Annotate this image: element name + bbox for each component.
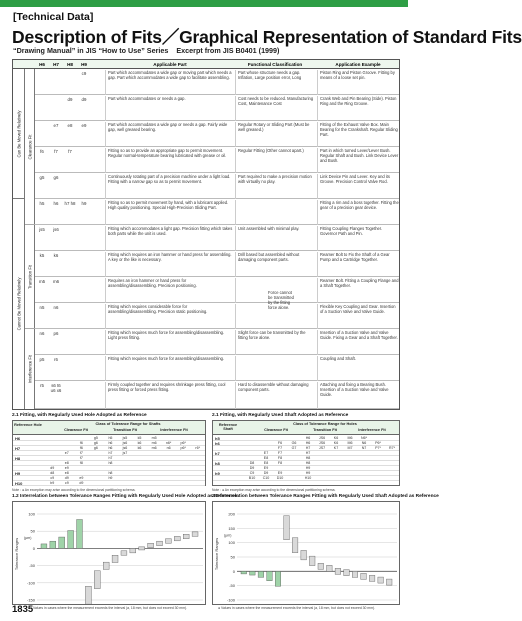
functional-class: Unit assembled with minimal play. — [235, 226, 315, 251]
fits-table-row — [35, 329, 399, 355]
table-cell: H7 — [305, 451, 311, 455]
tolerance-bar — [369, 575, 375, 581]
tolerance-bar — [112, 555, 118, 562]
table-cell: N7 — [361, 446, 367, 450]
table-cell: g6 — [93, 446, 98, 450]
table-cell: E8 — [263, 456, 269, 460]
table-cell: k5 — [137, 436, 142, 440]
y-tick-label: 50 — [30, 528, 35, 534]
th-interference-r: Interference Fit — [358, 428, 386, 432]
application-example: Fitting of the Exhaust Valve Box. Main Bearing for the Crankshaft. Regular Sliding Part. — [317, 122, 399, 147]
fit-class-h9: c9 — [81, 71, 87, 76]
tolerance-bar — [386, 579, 392, 585]
application-example: Attaching and fixing a Bearing Bush. Insertion of a Suction Valve and Valve Guide. — [317, 382, 399, 409]
table-cell: d9 — [50, 466, 55, 470]
shaft-table-note: Note : ● An exception may arise according to the dimensional partitioning schema. — [212, 488, 336, 492]
y-tick-label: 50 — [230, 554, 235, 560]
table-cell: N6 — [361, 441, 367, 445]
col-application-example: Application Example — [335, 62, 381, 67]
mid-note: Force cannot be transmitted by the fitting force alone. — [268, 290, 294, 310]
subcategory-column — [25, 69, 35, 409]
row-label: h9 — [215, 471, 220, 476]
table-cell: f7 — [79, 456, 83, 460]
table-cell: d8 — [50, 471, 55, 475]
tolerance-bar — [103, 562, 109, 569]
row-label: H10 — [15, 481, 23, 486]
subcat-interference: Interference Fit — [27, 354, 33, 384]
fits-table-header — [13, 60, 399, 69]
table-cell: n6 — [166, 446, 171, 450]
fits-table-row — [35, 355, 399, 381]
th-clearance-r: Clearance Fit — [264, 428, 288, 432]
subcat-clearance: Clearance Fit — [25, 69, 35, 225]
table-row — [13, 481, 205, 486]
functional-class: Regular Fitting (Other cannot apart.) — [235, 148, 315, 173]
table-cell: M6 — [347, 441, 353, 445]
y-tick-label: 0 — [232, 568, 235, 574]
table-cell: m6 — [151, 441, 157, 445]
table-cell: F8 — [277, 456, 283, 460]
tolerance-bar — [192, 532, 198, 536]
fits-table — [12, 59, 400, 410]
reference-tolerance-bar — [50, 541, 56, 548]
fits-table-row — [35, 303, 399, 329]
table-cell: f8 — [79, 461, 83, 465]
reference-tolerance-bar — [68, 531, 74, 549]
col-h7: H7 — [53, 62, 59, 67]
fits-table-row — [35, 199, 399, 225]
application-example: Coupling and Shaft. — [317, 356, 399, 381]
table-cell: R7* — [389, 446, 395, 450]
y-tick-label: 150 — [228, 525, 235, 531]
table-cell: m5 — [151, 436, 157, 440]
table-cell: e9 — [64, 466, 69, 470]
table-cell: K6 — [333, 436, 339, 440]
fits-table-row — [35, 69, 399, 95]
table-cell: p6* — [180, 446, 186, 450]
table-cell: H8 — [305, 456, 311, 460]
fits-table-row — [35, 173, 399, 199]
functional-class: Part whose structure needs a gap. Inflation, Large position error, Long — [235, 70, 315, 95]
table-cell: H8 — [305, 461, 311, 465]
fits-table-row — [35, 251, 399, 277]
reference-tolerance-bar — [258, 571, 264, 577]
applicable-part: Fitting which requires considerable force for assembling/disassembling. Precision static positioning. — [105, 304, 233, 329]
fit-class-h7: p6 — [53, 331, 59, 336]
table-cell: js5 — [122, 436, 128, 440]
tolerance-bar — [94, 571, 100, 589]
tolerance-bar — [139, 547, 145, 550]
fits-table-row — [35, 277, 399, 303]
row-label: H8 — [15, 456, 21, 461]
th-reference-hole: Reference Hole — [14, 423, 42, 427]
tolerance-bar — [85, 586, 91, 604]
page-title: Description of Fits／Graphical Representation of Standard Fits — [12, 27, 522, 47]
col-h9: H9 — [81, 62, 87, 67]
page-number: 1835 — [12, 604, 34, 615]
y-tick-label: 100 — [28, 511, 35, 517]
table-cell: b9 — [50, 481, 55, 485]
tolerance-bar — [378, 577, 384, 583]
fit-class-h8: d9 — [67, 97, 73, 102]
table-cell: h5 — [108, 436, 113, 440]
table-cell: P6* — [375, 441, 381, 445]
table-cell: g6 — [93, 441, 98, 445]
group-column — [13, 69, 25, 409]
table-cell: JS6 — [318, 441, 326, 445]
accent-bar — [0, 0, 408, 7]
table-cell: m6 — [151, 446, 157, 450]
fit-class-h8: e8 — [67, 123, 73, 128]
th-class: Class of Tolerance Range for Shafts — [95, 422, 161, 426]
applicable-part: Fitting which accommodates a light gap. Precision fitting which takes both parts while the unit is used. — [105, 226, 233, 251]
applicable-part: Requires an iron hammer or hand press for assembling/disassembling. Precision positioning. — [105, 278, 233, 303]
functional-class: Hard to disassemble without damaging component parts. — [235, 382, 315, 409]
fit-class-h9: e9 — [81, 123, 87, 128]
table-cell: H7 — [305, 446, 311, 450]
application-example: Reamer Bolt to Fix the Shaft of a Gear Pump and a Cartridge Together. — [317, 252, 399, 277]
applicable-part: Fitting which requires much force for assembling/disassembling. — [105, 356, 233, 381]
subcat-transition: Transition Fit — [25, 225, 35, 329]
table-cell: H10 — [304, 476, 312, 480]
table-cell: N6* — [361, 436, 367, 440]
hole-basis-chart — [12, 501, 206, 605]
fits-table-row — [35, 95, 399, 121]
th-class-holes: Class of Tolerance Range for Holes — [293, 422, 357, 426]
application-example: Crank Web and Pin Bearing (Side). Piston Ring and the Ring Groove. — [317, 96, 399, 121]
th-interference: Interference Fit — [160, 428, 188, 432]
table-cell: d9 — [79, 481, 84, 485]
table-cell: h8 — [108, 461, 113, 465]
y-tick-label: -50 — [229, 583, 235, 589]
table-cell: h8 — [108, 471, 113, 475]
hole-basis-table — [12, 420, 206, 486]
fits-table-rows — [35, 69, 399, 409]
tolerance-bar — [335, 568, 341, 574]
table-cell: f7 — [79, 451, 83, 455]
table-cell: B10 — [248, 476, 256, 480]
table-cell: H6 — [305, 436, 311, 440]
th-clearance: Clearance Fit — [64, 428, 88, 432]
table-cell: K6 — [333, 441, 339, 445]
applicable-part: Part which accommodates a wide gap or moving part which needs a gap. Part which accommodates a wide gap to facilitate assembling. — [105, 70, 233, 95]
table-cell: c9 — [50, 476, 55, 480]
functional-class — [235, 356, 315, 381]
th-transition: Transition Fit — [113, 428, 137, 432]
fits-table-row — [35, 147, 399, 173]
fit-class-h7: r6 — [54, 357, 58, 362]
fit-class-h8: h7 h8 — [64, 201, 76, 206]
row-label: h8 — [215, 461, 220, 466]
fit-class-h7: s6 t6 u6 x6 — [50, 383, 62, 393]
table-cell: k6 — [137, 446, 142, 450]
fits-table-row — [35, 381, 399, 409]
col-applicable-part: Applicable Part — [153, 62, 187, 67]
table-cell: e8 — [64, 471, 69, 475]
reference-tolerance-bar — [59, 537, 65, 548]
subtitle-right: Excerpt from JIS B0401 (1999) — [176, 46, 280, 55]
fit-class-h9: d9 — [81, 97, 87, 102]
y-tick-label: 200 — [228, 511, 235, 517]
y-tick-label: -100 — [26, 580, 35, 586]
shaft-basis-chart-svg — [213, 502, 401, 606]
table-cell: D9 — [249, 466, 255, 470]
table-cell: E9 — [263, 466, 269, 470]
application-example: Flexible Key Coupling and Gear. Insertion of a Suction Valve and Valve Guide. — [317, 304, 399, 329]
fit-class-h8: f7 — [68, 149, 72, 154]
fit-class-h6: n6 — [39, 331, 45, 336]
table-cell: n6* — [165, 441, 172, 445]
subtitle-left: “Drawing Manual” in JIS “How to Use” Series — [13, 46, 169, 55]
table-cell: e8 — [64, 461, 69, 465]
table-cell: g5 — [93, 436, 98, 440]
table-cell: G7 — [291, 446, 297, 450]
table-cell: F7 — [277, 446, 283, 450]
applicable-part: Fitting which requires an iron hammer or hand press for assembling. A key or the like is necessary. — [105, 252, 233, 277]
fit-class-h6: n5 — [39, 305, 45, 310]
table-cell: F8 — [277, 461, 283, 465]
applicable-part: Fitting which requires much force for assembling/disassembling. Light press fitting. — [105, 330, 233, 355]
table-cell: js6 — [122, 441, 128, 445]
row-label: H9 — [15, 471, 21, 476]
row-label: h6 — [215, 441, 220, 446]
th-transition-r: Transition Fit — [313, 428, 337, 432]
fit-class-h6: r5 — [40, 383, 44, 388]
table-cell: D9 — [263, 471, 269, 475]
table-cell: P7* — [375, 446, 381, 450]
table-cell: M7 — [347, 446, 353, 450]
application-example: Insertion of a Suction Valve and Valve Guide. Fixing a Gear and a Shaft Together. — [317, 330, 399, 355]
fit-class-h9: h9 — [81, 201, 87, 206]
table-cell: JS6 — [318, 436, 326, 440]
table-cell: f6 — [79, 446, 83, 450]
row-label: H6 — [15, 436, 21, 441]
y-tick-label: 100 — [228, 540, 235, 546]
table-cell: E8 — [263, 461, 269, 465]
reference-tolerance-bar — [41, 544, 47, 548]
functional-class: Part required to make a precision motion with virtually no play. — [235, 174, 315, 199]
functional-class — [235, 200, 315, 225]
reference-tolerance-bar — [77, 520, 83, 549]
reference-tolerance-bar — [267, 571, 273, 580]
table-cell: H9 — [305, 471, 311, 475]
table-cell: h7 — [108, 451, 113, 455]
chart-note-left: ● Values in cases where the measurement exceeds the interval (a, 18 mm, but does not exceed 30 mm). — [30, 606, 188, 610]
tolerance-bar — [165, 539, 171, 543]
applicable-part: Fitting so as to permit movement by hand, with a lubricant applied. High quality positioning. Special High-Precision Sliding Part. — [105, 200, 233, 225]
group-movable: Can Be Moved Relatively — [13, 69, 25, 199]
unit-label: (μm) — [24, 536, 32, 541]
applicable-part: Continuously rotating part of a precision machine under a light load. Fitting with a narrow gap so as to permit movement. — [105, 174, 233, 199]
table-cell: H6 — [305, 441, 311, 445]
y-axis-label: Tolerance Ranges — [14, 537, 19, 571]
fit-class-h7: e7 — [53, 123, 59, 128]
applicable-part: Firmly coupled together and requires shrinkage press fitting, cool press fitting or forced press fitting. — [105, 382, 233, 409]
tolerance-bar — [183, 534, 189, 538]
tolerance-bar — [148, 543, 154, 547]
tolerance-bar — [130, 548, 136, 552]
table-cell: k6 — [137, 441, 142, 445]
section-title-hole-chart: 1.2 Interrelation between Tolerance Ranges Fitting with Regularly Used Hole Adopted as Reference — [12, 494, 238, 499]
application-example: Fitting a rim and a boss together. Fitting the gear of a precision gear device. — [317, 200, 399, 225]
table-cell: r6* — [195, 446, 201, 450]
table-cell: D10 — [276, 476, 284, 480]
table-cell: h6 — [108, 446, 113, 450]
table-cell: e7 — [64, 451, 69, 455]
section-title-shaft-fits: 2.1 Fitting, with Regularly Used Shaft Adopted as Reference — [212, 413, 349, 418]
col-h8: H8 — [67, 62, 73, 67]
fit-class-h6: f6 — [40, 149, 44, 154]
fits-table-row — [35, 121, 399, 147]
fit-class-h6: p5 — [39, 357, 45, 362]
row-label: H7 — [15, 446, 21, 451]
y-tick-label: -150 — [26, 597, 35, 603]
row-label: h5 — [215, 436, 220, 441]
application-example: Fitting Coupling Flanges Together. Governor Path and Pin. — [317, 226, 399, 251]
fit-class-h7: js6 — [53, 227, 59, 232]
functional-class: Slight force can be transmitted by the fitting force alone. — [235, 330, 315, 355]
tolerance-bar — [301, 550, 307, 559]
chart-note-right: ● Values in cases where the measurement exceeds the interval (a, 18 mm, but does not exceed 30 mm). — [218, 606, 376, 610]
hole-table-note: Note : ● An exception may arise according to the dimensional partitioning schema. — [12, 488, 136, 492]
th-reference-shaft: Reference Shaft — [218, 423, 238, 431]
table-cell: E7 — [263, 451, 269, 455]
functional-class: Regular Rotary or Sliding Part (Must be well greased.) — [235, 122, 315, 147]
table-cell: c9 — [64, 481, 69, 485]
col-h6: H6 — [39, 62, 45, 67]
table-cell: D8 — [249, 461, 255, 465]
table-cell: G6 — [291, 441, 297, 445]
reference-tolerance-bar — [241, 571, 247, 574]
table-cell: f6 — [79, 441, 83, 445]
shaft-basis-chart — [212, 501, 400, 605]
table-cell: h6 — [108, 441, 113, 445]
tolerance-bar — [157, 541, 163, 545]
fit-class-h6: m5 — [38, 279, 46, 284]
table-cell: h7 — [108, 456, 113, 460]
fits-table-row — [35, 225, 399, 251]
y-tick-label: -50 — [29, 563, 35, 569]
table-row — [213, 476, 399, 481]
table-cell: e9 — [79, 476, 84, 480]
fit-class-h6: h5 — [39, 201, 45, 206]
fit-class-h7: h6 — [53, 201, 59, 206]
tolerance-bar — [309, 556, 315, 565]
section-title-hole-fits: 2.1 Fitting, with Regularly Used Hole Adopted as Reference — [12, 413, 147, 418]
fit-class-h7: k6 — [53, 253, 59, 258]
application-example: Piston Ring and Piston Groove. Fitting by means of a loose set pin. — [317, 70, 399, 95]
tolerance-bar — [174, 536, 180, 540]
page-subtitle — [13, 46, 285, 55]
tolerance-bar — [318, 563, 324, 569]
y-axis-label: Tolerance Ranges — [214, 537, 219, 571]
functional-class: Cost needs to be reduced. Manufacturing Cost, Maintenance Cost — [235, 96, 315, 121]
reference-tolerance-bar — [275, 571, 281, 586]
table-cell: js6 — [122, 446, 128, 450]
document-header — [0, 0, 522, 58]
row-label: h7 — [215, 451, 220, 456]
table-cell: E9 — [277, 471, 283, 475]
fit-class-h7: g6 — [53, 175, 59, 180]
fit-class-h7: f7 — [54, 149, 58, 154]
table-cell: F6 — [277, 441, 283, 445]
y-tick-label: 0 — [32, 545, 35, 551]
fit-class-h7: n6 — [53, 305, 59, 310]
functional-class: Drill based but assembled without damaging component parts. — [235, 252, 315, 277]
fit-class-h6: k5 — [39, 253, 45, 258]
fit-class-h6: js5 — [39, 227, 45, 232]
application-example: Part in which turned Lever/Lever Bush. Regular Shaft and Bush. Link Device Lever and Bush. — [317, 148, 399, 173]
table-cell: M6 — [347, 436, 353, 440]
table-cell: js7 — [122, 451, 128, 455]
tolerance-bar — [284, 516, 290, 540]
applicable-part: Fitting so as to provide an appropriate gap to permit movement. Regular normal-temperature bearing lubricated with grease or oil. — [105, 148, 233, 173]
table-cell: C9 — [249, 471, 255, 475]
application-example: Link Device Pin and Lever. Key and its Groove. Precision Control Valve Rod. — [317, 174, 399, 199]
table-cell: JS7 — [318, 446, 326, 450]
tolerance-bar — [344, 570, 350, 576]
applicable-part: Part which accommodates a wide gap or needs a gap. Fairly wide gap, well greased bearing. — [105, 122, 233, 147]
fit-class-h7: m6 — [52, 279, 60, 284]
table-cell: F7 — [277, 451, 283, 455]
applicable-part: Part which accommodates or needs a gap. — [105, 96, 233, 121]
tolerance-bar — [361, 573, 367, 579]
tolerance-bar — [292, 538, 298, 553]
shaft-basis-table-header — [213, 421, 399, 435]
table-cell: H9 — [305, 466, 311, 470]
group-fixed: Cannot Be Moved Relatively — [16, 277, 22, 331]
hole-basis-table-header — [13, 421, 205, 435]
table-cell: p6* — [180, 441, 186, 445]
section-kicker: [Technical Data] — [13, 11, 94, 23]
tolerance-bar — [327, 565, 333, 571]
col-functional-classification: Functional Classification — [247, 62, 303, 67]
unit-label: (μm) — [224, 533, 232, 538]
table-cell: h9 — [108, 476, 113, 480]
table-cell: d9 — [64, 476, 69, 480]
y-tick-label: -100 — [226, 597, 235, 603]
section-title-shaft-chart: 2.2 Interrelation between Tolerance Ranges Fitting with Regularly Used Shaft Adopted as Reference — [212, 494, 439, 499]
shaft-basis-table — [212, 420, 400, 486]
table-cell: C10 — [262, 476, 270, 480]
tolerance-bar — [352, 571, 358, 577]
reference-tolerance-bar — [250, 571, 256, 575]
hole-basis-chart-svg — [13, 502, 207, 606]
fit-class-h6: g5 — [39, 175, 45, 180]
application-example: Reamer Bolt. Fitting a Coupling Flange and a Shaft Together. — [317, 278, 399, 303]
tolerance-bar — [121, 551, 127, 555]
table-cell: K7 — [333, 446, 339, 450]
